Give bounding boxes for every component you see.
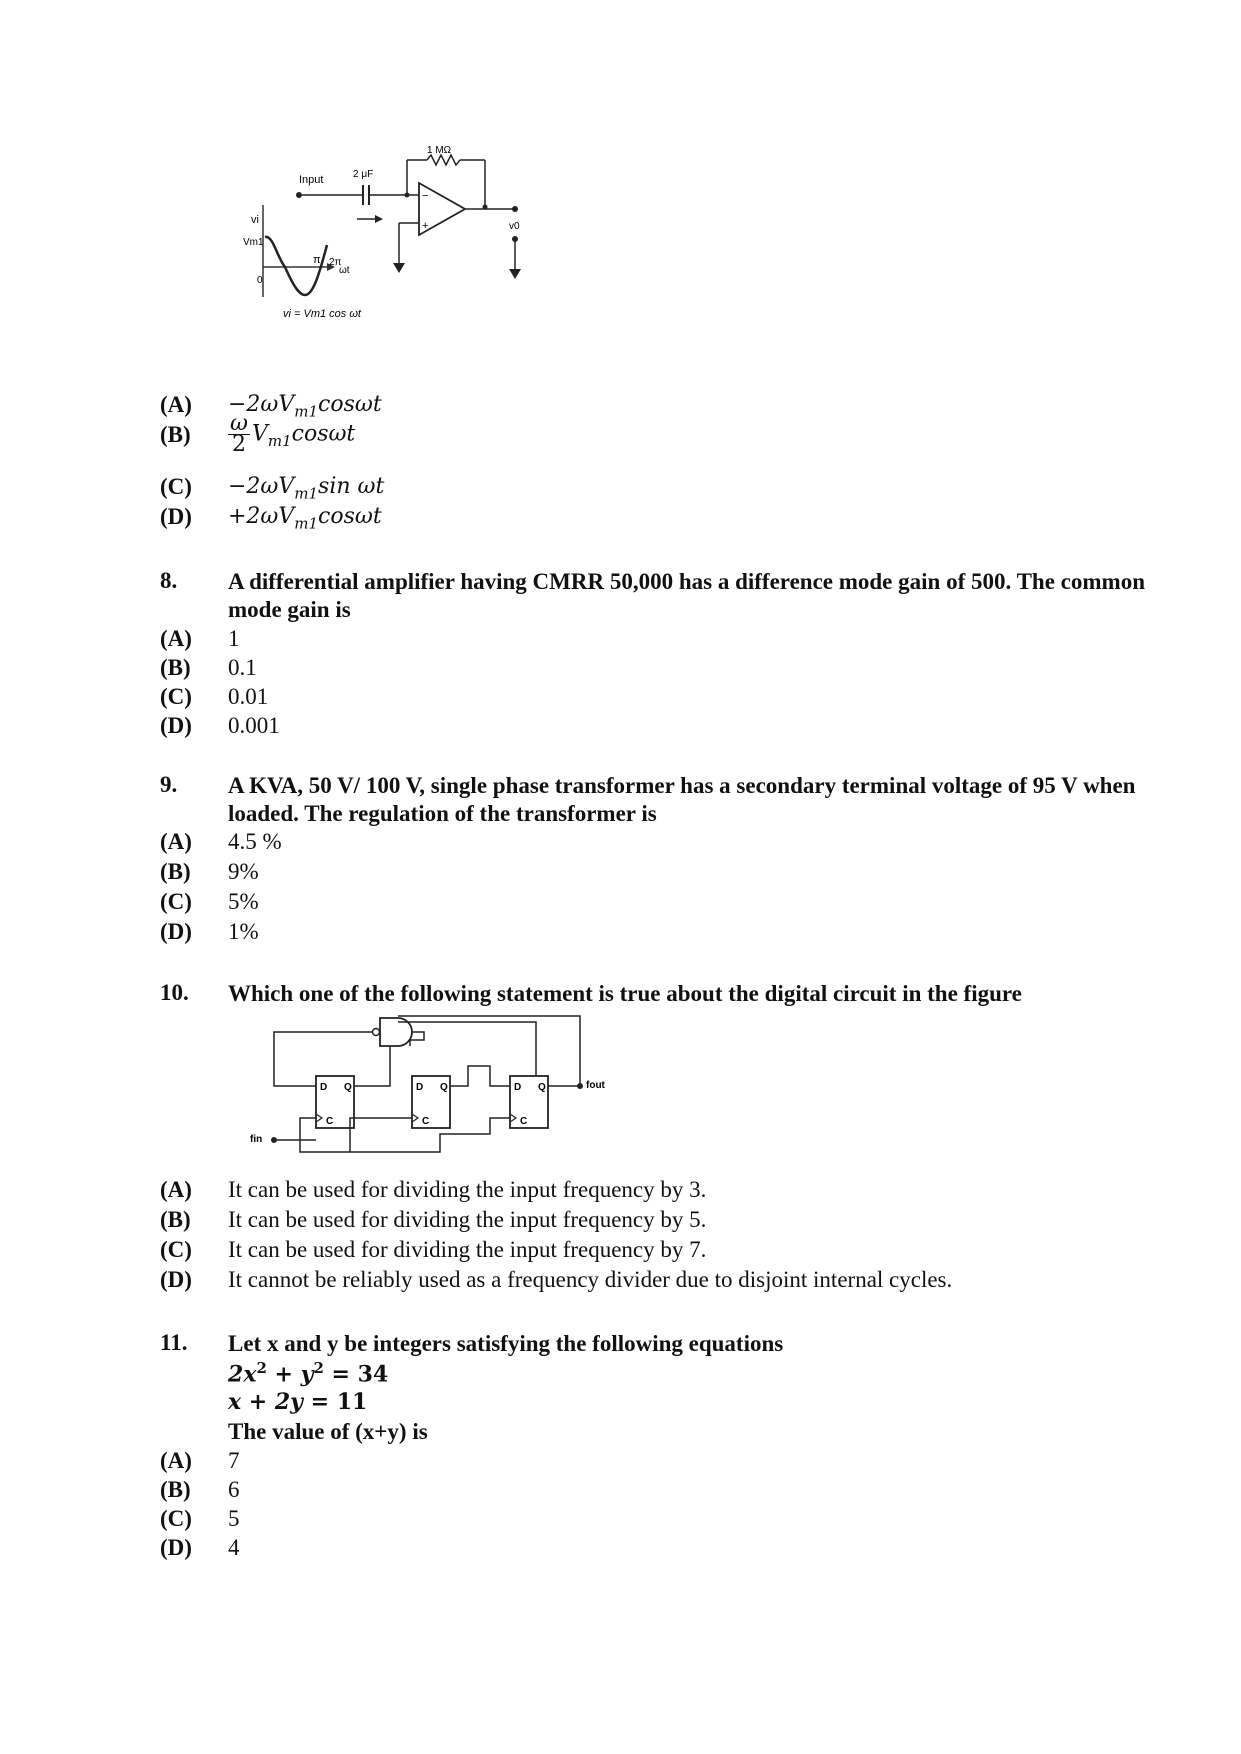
svg-text:+: +	[422, 220, 429, 232]
q11-option-d-text[interactable]: 4	[228, 1535, 240, 1560]
dff-counter-figure	[250, 1012, 630, 1172]
q11-option-b-label: (B)	[160, 1477, 191, 1502]
svg-text:C: C	[520, 1116, 528, 1127]
svg-text:C: C	[422, 1116, 430, 1127]
q11-option-c-text[interactable]: 5	[228, 1506, 240, 1531]
wave-pi-label: π	[313, 254, 321, 266]
svg-text:Q: Q	[440, 1082, 448, 1093]
q9-option-d-text[interactable]: 1%	[228, 919, 259, 944]
input-terminal	[296, 192, 302, 198]
q7-option-b-label: (B)	[160, 422, 191, 447]
q11-option-c-label: (C)	[160, 1506, 192, 1531]
q11-question: Let x and y be integers satisfying the following equations	[228, 1331, 784, 1356]
input-label: Input	[299, 174, 324, 186]
svg-text:Q: Q	[538, 1082, 546, 1093]
svg-text:D: D	[416, 1082, 424, 1093]
ground-right	[509, 269, 521, 279]
capacitor-label: 2 μF	[353, 169, 374, 180]
q10-option-c-text[interactable]: It can be used for dividing the input frequency by 7.	[228, 1237, 707, 1262]
q9-option-a-label: (A)	[160, 829, 192, 854]
q7-option-d-label: (D)	[160, 504, 192, 529]
q11-equation-2: x + 2y = 11	[228, 1389, 368, 1415]
q9-option-d-label: (D)	[160, 919, 192, 944]
output-label: v0	[509, 221, 520, 232]
q8-number: 8.	[160, 568, 178, 593]
q9-option-b-text[interactable]: 9%	[228, 859, 259, 884]
wave-2pi-label: 2π	[329, 257, 342, 268]
wave-caption: vi = Vm1 cos ωt	[283, 308, 361, 320]
q11-option-a-text[interactable]: 7	[228, 1448, 240, 1473]
q11-equation-1: $2x^2 + y^2 = 34$	[228, 1359, 389, 1388]
fout-node	[577, 1083, 583, 1089]
q10-option-d-label: (D)	[160, 1267, 192, 1292]
q8-option-b-label: (B)	[160, 655, 191, 680]
svg-text:−: −	[422, 190, 429, 202]
q8-option-a-text[interactable]: 1	[228, 626, 240, 651]
q10-number: 10.	[160, 980, 189, 1005]
q7-option-b-text[interactable]: $\frac{\omega}{2}$ $V_{m1}\cos\omega t$	[230, 411, 356, 457]
q8-option-c-text[interactable]: 0.01	[228, 684, 269, 709]
q11-option-a-label: (A)	[160, 1448, 192, 1473]
wave-wt-label: ωt	[339, 265, 350, 276]
q10-option-d-text[interactable]: It cannot be reliably used as a frequency divider due to disjoint internal cycles.	[228, 1267, 953, 1292]
q8-question: A differential amplifier having CMRR 50,000 has a difference mode gain of 500. The common mode gain is	[228, 569, 1145, 622]
svg-text:D: D	[514, 1082, 522, 1093]
wave-y-label: vi	[251, 214, 259, 226]
q7-option-c-label: (C)	[160, 474, 192, 499]
svg-text:D: D	[320, 1082, 328, 1093]
q11-option-b-text[interactable]: 6	[228, 1477, 240, 1502]
wave-amp-label: Vm1	[243, 237, 264, 248]
q10-question: Which one of the following statement is true about the digital circuit in the figure	[228, 981, 1022, 1006]
q10-option-b-label: (B)	[160, 1207, 191, 1232]
q7-option-c-text[interactable]: $-2\omega V_{m1}\sin$ ωt	[228, 474, 385, 503]
q7-option-a-text[interactable]: $-2\omega V_{m1}\cos\omega t$	[228, 392, 382, 421]
q8-option-c-label: (C)	[160, 684, 192, 709]
opamp-differentiator-figure	[235, 145, 595, 330]
q9-option-b-label: (B)	[160, 859, 191, 884]
q7-option-d-text[interactable]: $+2\omega V_{m1}\cos\omega t$	[228, 504, 382, 533]
current-arrow-head	[375, 215, 383, 223]
wave-zero-label: 0	[257, 275, 263, 286]
svg-text:Q: Q	[344, 1082, 352, 1093]
q9-option-c-label: (C)	[160, 889, 192, 914]
q9-option-c-text[interactable]: 5%	[228, 889, 259, 914]
q9-number: 9.	[160, 772, 178, 797]
q8-option-b-text[interactable]: 0.1	[228, 655, 257, 680]
q10-option-a-text[interactable]: It can be used for dividing the input frequency by 3.	[228, 1177, 707, 1202]
svg-text:fin: fin	[250, 1134, 263, 1145]
q10-option-a-label: (A)	[160, 1177, 192, 1202]
nand-bubble	[373, 1029, 380, 1036]
svg-text:C: C	[326, 1116, 334, 1127]
q11-number: 11.	[160, 1330, 188, 1355]
q10-option-c-label: (C)	[160, 1237, 192, 1262]
q11-option-d-label: (D)	[160, 1535, 192, 1560]
q7-option-a-label: (A)	[160, 392, 192, 417]
svg-text:fout: fout	[586, 1080, 605, 1091]
q11-prompt: The value of (x+y) is	[228, 1419, 428, 1444]
feedback-resistor	[427, 155, 460, 165]
q8-option-d-label: (D)	[160, 713, 192, 738]
fin-node	[271, 1137, 277, 1143]
resistor-label: 1 MΩ	[427, 145, 452, 156]
output-terminal	[512, 206, 518, 212]
q10-option-b-text[interactable]: It can be used for dividing the input frequency by 5.	[228, 1207, 707, 1232]
q9-option-a-text[interactable]: 4.5 %	[228, 829, 282, 854]
ground-left	[393, 263, 405, 273]
q8-option-d-text[interactable]: 0.001	[228, 713, 280, 738]
q9-question: A KVA, 50 V/ 100 V, single phase transformer has a secondary terminal voltage of 95 V when loaded. The regulation of the transformer is	[228, 773, 1136, 826]
q8-option-a-label: (A)	[160, 626, 192, 651]
